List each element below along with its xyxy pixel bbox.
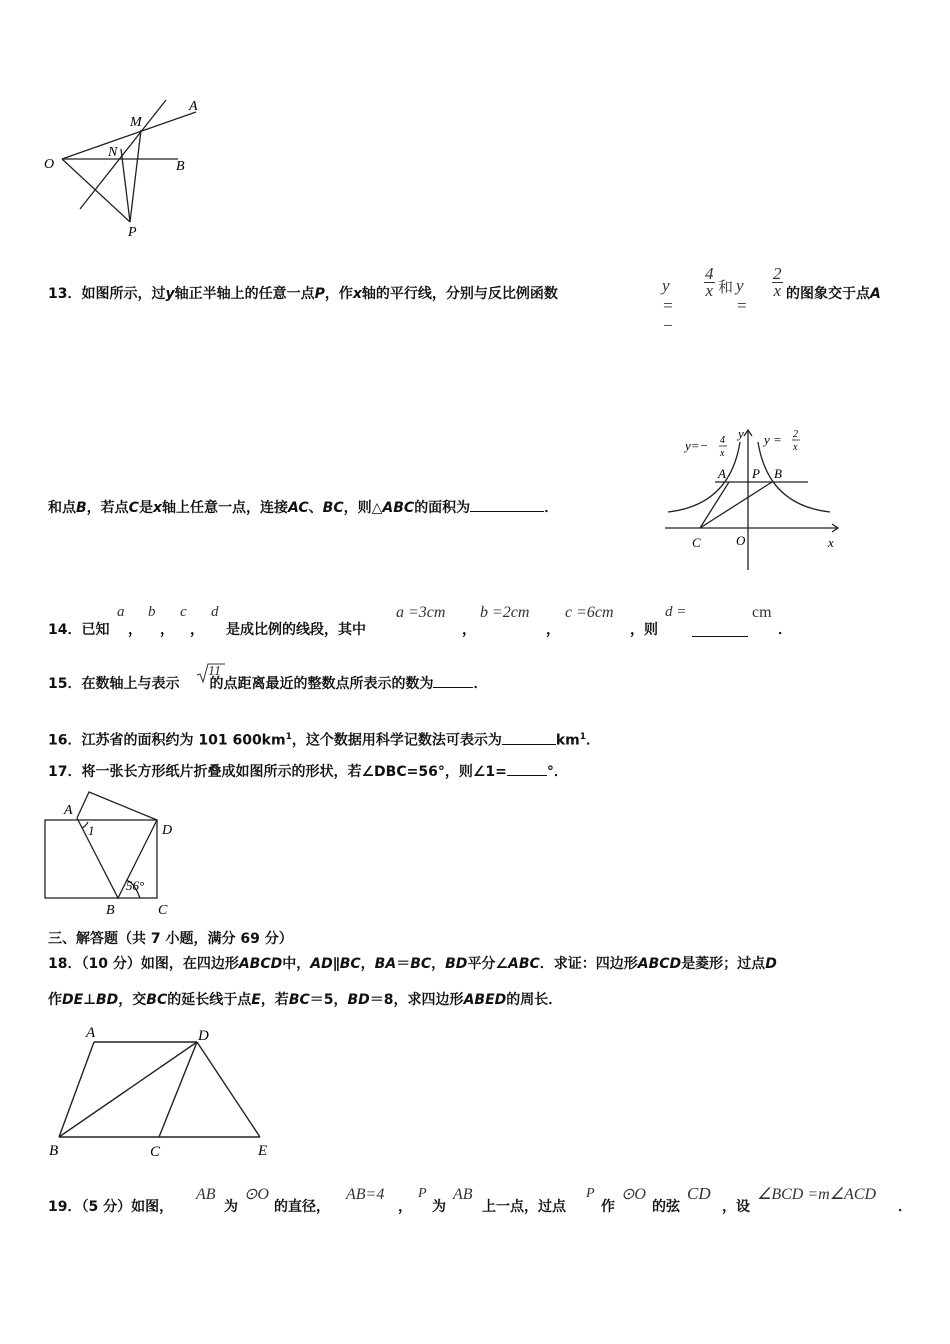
label-y-axis: y: [738, 426, 744, 441]
segment-np: [121, 149, 130, 222]
q13-answer-blank[interactable]: [470, 497, 544, 512]
q15-answer-blank[interactable]: [433, 673, 473, 688]
label-C: C: [150, 1144, 161, 1160]
label-angle-1: 1: [88, 823, 95, 838]
label-x-axis: x: [828, 535, 834, 550]
label-N: N: [108, 145, 118, 160]
segment-ab: [59, 1042, 94, 1137]
q17-number: 17．: [48, 764, 82, 780]
label-M: M: [130, 115, 142, 130]
q14-number: 14．: [48, 622, 82, 638]
label-P: P: [128, 225, 137, 240]
svg-text:4: 4: [720, 435, 725, 446]
folded-flap: [77, 792, 157, 898]
q16-line: 16．江苏省的面积约为 101 $600km^1$，这个数据用科学记数法可表示为 $km^1$．: [48, 727, 600, 751]
q13-line1: 13．如图所示，过y轴正半轴上的任意一点P，作x轴的平行线，分别与反比例函数: [48, 286, 558, 302]
q19-line: 19．（5 分）如图，: [48, 1199, 174, 1215]
figure-q12: [38, 92, 218, 242]
segment-op: [62, 159, 130, 222]
label-D: D: [162, 823, 173, 838]
label-O: O: [44, 157, 55, 172]
segment-de: [197, 1042, 260, 1137]
label-E: E: [258, 1143, 268, 1159]
label-D: D: [198, 1028, 209, 1044]
q18-number: 18．: [48, 956, 82, 972]
q18-line1: 18．（10 分）如图，在四边形ABCD中，AD∥BC，BA＝BC，BD平分∠ABC．求证：四边形ABCD是菱形；过点D: [48, 956, 777, 972]
svg-text:x: x: [793, 442, 798, 453]
label-C: C: [158, 903, 168, 916]
label-A: A: [189, 99, 198, 114]
label-A: A: [718, 466, 726, 481]
q16-number: 16．: [48, 732, 82, 749]
line-through-m: [80, 100, 166, 209]
q16-answer-blank[interactable]: [502, 730, 556, 745]
label-O: O: [736, 533, 746, 548]
label-P: P: [752, 466, 760, 481]
q15-line: 15．在数轴上与表示 的点距离最近的整数点所表示的数为 ．: [48, 673, 487, 694]
label-A: A: [86, 1025, 96, 1041]
label-B: B: [106, 903, 115, 916]
figure-q18: [42, 1022, 282, 1162]
svg-text:x: x: [720, 448, 725, 459]
q18-line2: 作DE⊥BD，交BC的延长线于点E，若BC＝5，BD＝8，求四边形ABED的周长．: [48, 992, 563, 1008]
q14-answer-blank[interactable]: [692, 622, 748, 637]
segment-dc: [159, 1042, 197, 1137]
segment-ca: [700, 482, 729, 528]
label-B: B: [774, 466, 782, 481]
svg-text:2: 2: [793, 429, 798, 440]
figure-q13-graph: [660, 420, 845, 575]
q17-line: 17．将一张长方形纸片折叠成如图所示的形状，若∠DBC=56°，则∠1= °．: [48, 761, 568, 782]
figure-q17: [40, 788, 185, 916]
q13-line1-end: 的图象交于点A: [786, 286, 881, 302]
label-B: B: [49, 1143, 59, 1159]
label-B: B: [176, 159, 185, 174]
label-f1: y=−: [685, 438, 709, 453]
q19-number: 19．: [48, 1199, 82, 1215]
label-f2: y =: [764, 432, 782, 447]
segment-bd: [59, 1042, 197, 1137]
q13-line2: 和点B，若点C是x轴上任意一点，连接AC、BC，则△ABC的面积为 ．: [48, 497, 558, 518]
q13-number: 13．: [48, 286, 82, 302]
q15-number: 15．: [48, 676, 82, 692]
ray-oa: [62, 112, 196, 159]
q17-answer-blank[interactable]: [507, 761, 547, 776]
q14-line: 14．已知: [48, 622, 110, 638]
label-A: A: [64, 803, 73, 818]
section-3-heading: 三、解答题（共 7 小题，满分 69 分）: [48, 931, 293, 947]
label-angle-56: 56°: [126, 878, 145, 893]
segment-cb: [700, 482, 772, 528]
label-C: C: [692, 535, 701, 550]
